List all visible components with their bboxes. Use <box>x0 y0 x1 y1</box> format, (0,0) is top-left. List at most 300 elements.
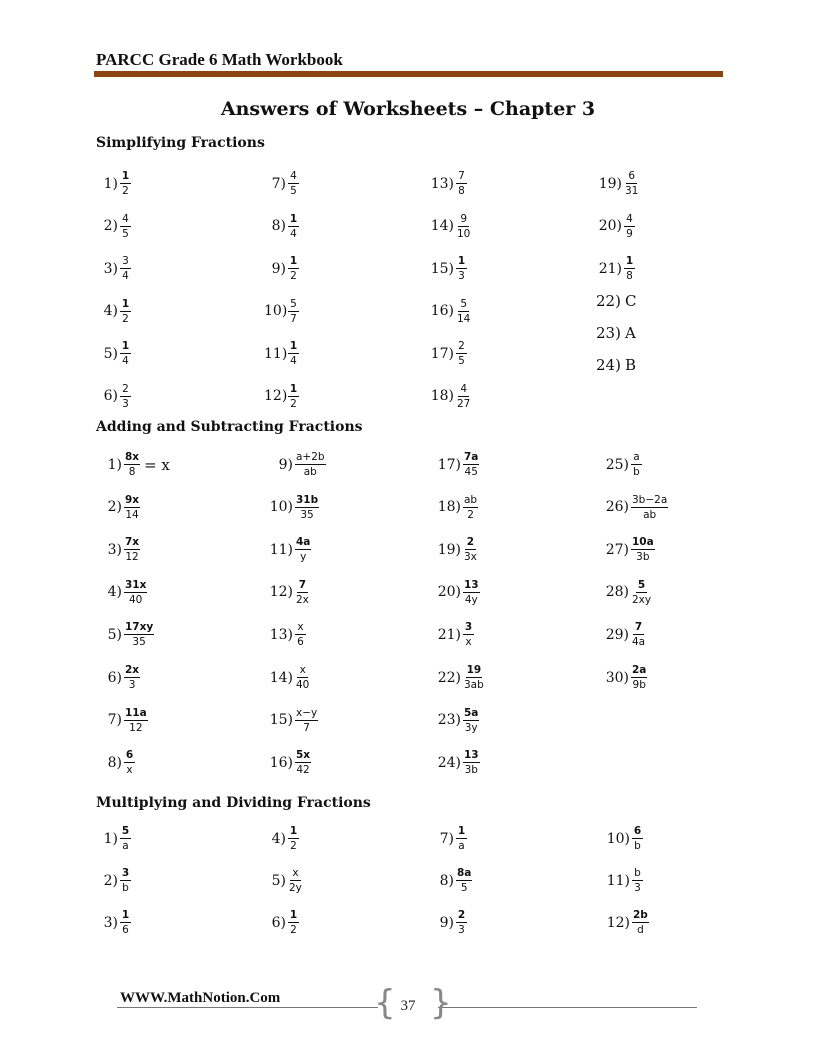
fraction-denominator: 2 <box>122 312 129 325</box>
fraction-denominator: 3ab <box>464 679 484 691</box>
fraction-numerator: 2 <box>120 383 131 397</box>
fraction-numerator: 2 <box>457 909 466 921</box>
answer-number: 25) <box>605 456 629 473</box>
fraction-denominator: 2x <box>296 593 309 606</box>
answer-number: 19) <box>598 175 622 192</box>
answer-item <box>434 451 479 478</box>
answer-number: 12) <box>264 388 288 404</box>
answer-item <box>266 579 310 606</box>
fraction-denominator: 10 <box>457 227 471 240</box>
answer-item <box>100 867 131 894</box>
answer-number: 7) <box>439 830 454 847</box>
fraction-numerator: 1 <box>121 909 130 921</box>
answer-item <box>100 664 140 691</box>
answer-item <box>434 494 478 521</box>
fraction-numerator: 1 <box>121 340 130 352</box>
answer-number: 4) <box>271 830 286 847</box>
answer-item <box>264 255 299 282</box>
fraction <box>120 298 131 325</box>
fraction <box>456 213 471 240</box>
answer-number: 7) <box>271 175 286 192</box>
answer-number: 5) <box>271 872 286 889</box>
answer-number: 23) <box>437 712 461 729</box>
fraction <box>124 664 140 691</box>
fraction-denominator: 14 <box>125 508 139 521</box>
fraction <box>463 579 480 606</box>
fraction-denominator: 4 <box>290 227 297 240</box>
fraction-denominator: 2 <box>290 924 297 936</box>
answer-item <box>100 749 135 776</box>
workbook-header: PARCC Grade 6 Math Workbook <box>96 50 343 69</box>
fraction <box>631 494 668 521</box>
fraction-denominator: x <box>465 636 472 649</box>
fraction-numerator: 1 <box>457 255 466 267</box>
fraction <box>463 664 485 691</box>
answer-item <box>602 909 649 936</box>
answer-item <box>596 292 636 310</box>
fraction-numerator: 11a <box>125 706 147 719</box>
fraction <box>124 621 154 648</box>
fraction-numerator: 5 <box>637 578 646 591</box>
fraction-numerator: 4 <box>120 213 131 227</box>
fraction-denominator: 12 <box>125 551 139 564</box>
answer-item <box>434 536 478 563</box>
fraction <box>288 340 299 367</box>
fraction-denominator: b <box>122 882 129 894</box>
fraction-numerator: 19 <box>466 664 482 676</box>
answer-number: 6) <box>103 388 118 404</box>
header-divider <box>94 71 723 77</box>
fraction-denominator: 9 <box>626 227 633 240</box>
fraction-denominator: 4a <box>632 636 646 649</box>
fraction-denominator: ab <box>643 508 657 521</box>
fraction-numerator: 3 <box>121 867 130 879</box>
answer-item <box>100 579 147 606</box>
answer-item <box>100 494 140 521</box>
fraction-numerator: 1 <box>625 255 634 267</box>
answer-item <box>428 213 471 240</box>
fraction-numerator: 6 <box>626 170 637 184</box>
fraction <box>295 494 319 521</box>
answer-number: 15) <box>430 260 454 277</box>
fraction-denominator: 27 <box>457 397 471 410</box>
answer-item <box>602 825 643 852</box>
answer-item <box>100 255 131 282</box>
fraction <box>463 707 479 734</box>
answer-item <box>434 867 472 894</box>
answer-number: 11) <box>269 541 293 558</box>
fraction-numerator: 1 <box>457 825 466 837</box>
answer-item <box>428 255 467 282</box>
fraction-numerator: 9x <box>125 493 140 506</box>
answer-number: 6) <box>107 669 122 686</box>
fraction-numerator: 5x <box>296 749 311 762</box>
fraction-numerator: 7 <box>456 170 467 184</box>
fraction-numerator: 31b <box>296 493 319 506</box>
fraction <box>295 707 318 734</box>
fraction-denominator: 3y <box>464 721 478 734</box>
fraction <box>456 298 471 325</box>
fraction <box>463 451 479 478</box>
fraction <box>120 213 131 240</box>
fraction-numerator: 1 <box>289 382 298 395</box>
fraction <box>456 340 467 367</box>
fraction <box>288 867 303 894</box>
fraction-numerator: 3 <box>464 621 473 634</box>
answer-number: 24) <box>437 754 461 771</box>
fraction-denominator: 3x <box>464 551 477 564</box>
fraction-denominator: 3 <box>122 397 129 410</box>
answer-number: 10) <box>606 830 630 847</box>
answer-item <box>100 536 140 563</box>
fraction <box>120 867 131 894</box>
answer-item <box>266 621 306 648</box>
fraction-numerator: 7x <box>125 536 140 549</box>
answer-item <box>266 664 310 691</box>
answer-number: 3) <box>103 260 118 277</box>
fraction <box>624 213 635 240</box>
fraction-denominator: 2 <box>467 508 474 521</box>
fraction-denominator: 3 <box>634 882 641 894</box>
fraction <box>120 383 131 410</box>
answer-number: 9) <box>439 914 454 931</box>
fraction-numerator: 5a <box>464 706 479 719</box>
answer-item <box>100 909 131 936</box>
fraction <box>120 170 131 197</box>
fraction <box>288 170 299 197</box>
fraction <box>120 340 131 367</box>
fraction-denominator: 3b <box>636 551 650 564</box>
answer-number: 17) <box>437 456 461 473</box>
answer-item <box>602 494 668 521</box>
fraction-denominator: 12 <box>129 721 143 734</box>
answer-number: 22) <box>437 669 461 686</box>
fraction-numerator: 17xy <box>125 621 154 634</box>
fraction-numerator: 1 <box>289 340 298 352</box>
answer-number: 9) <box>271 260 286 277</box>
answer-item <box>264 170 299 197</box>
answer-number: 15) <box>269 712 293 729</box>
answer-item <box>602 536 655 563</box>
fraction <box>120 909 131 936</box>
fraction-denominator: 40 <box>129 593 143 606</box>
answer-number: 9) <box>278 456 293 473</box>
fraction <box>631 579 652 606</box>
answer-number: 21) <box>437 626 461 643</box>
fraction-denominator: 5 <box>458 355 465 367</box>
fraction-denominator: 4 <box>290 355 297 367</box>
fraction <box>624 255 635 282</box>
fraction-numerator: 5 <box>458 298 469 312</box>
answer-item <box>266 867 303 894</box>
fraction-denominator: 2xy <box>632 593 652 606</box>
fraction-denominator: 45 <box>464 466 478 478</box>
fraction-numerator: 2x <box>125 664 140 676</box>
fraction-numerator: b <box>632 867 643 881</box>
fraction <box>124 579 147 606</box>
answer-item <box>264 340 299 367</box>
fraction-numerator: 1 <box>289 212 298 225</box>
answer-number: 14) <box>430 218 454 234</box>
fraction-numerator: a <box>631 451 642 465</box>
fraction-denominator: 2 <box>290 397 297 410</box>
fraction-denominator: y <box>300 551 307 564</box>
fraction-numerator: x <box>297 664 308 678</box>
answer-number: 11) <box>264 345 288 362</box>
answer-item <box>100 621 154 648</box>
fraction-denominator: x <box>126 764 133 777</box>
answer-number: 10) <box>264 303 288 319</box>
answer-item <box>434 579 480 606</box>
answer-item <box>596 213 635 240</box>
answer-item <box>596 170 639 197</box>
fraction <box>463 621 474 648</box>
fraction-numerator: 1 <box>289 825 298 837</box>
section-title-adding: Adding and Subtracting Fractions <box>96 419 363 435</box>
fraction-denominator: 4y <box>464 593 478 606</box>
answer-item <box>602 579 652 606</box>
answer-number: 17) <box>430 345 454 362</box>
answer-number: 30) <box>605 669 629 686</box>
answer-number: 20) <box>598 218 622 234</box>
fraction <box>456 909 467 936</box>
fraction-numerator: 7a <box>464 451 479 463</box>
answer-item <box>434 909 467 936</box>
fraction <box>288 383 299 410</box>
answer-item <box>266 494 319 521</box>
answer-number: 24) <box>596 356 621 374</box>
answer-item <box>264 298 299 325</box>
fraction-denominator: 4 <box>122 355 129 367</box>
fraction <box>295 579 310 606</box>
answer-letter: C <box>624 292 637 310</box>
answer-number: 18) <box>437 499 461 516</box>
fraction-denominator: 40 <box>296 679 310 691</box>
fraction <box>631 536 655 563</box>
answer-item <box>434 621 474 648</box>
answer-item <box>264 213 299 240</box>
answer-item <box>602 664 647 691</box>
answer-number: 3) <box>107 541 122 558</box>
fraction-numerator: 3b−2a <box>632 493 668 506</box>
fraction-denominator: 2 <box>122 185 129 197</box>
answer-number: 3) <box>103 914 118 931</box>
fraction-numerator: 10a <box>632 536 654 549</box>
answer-item <box>266 536 311 563</box>
fraction-numerator: 8a <box>457 867 472 879</box>
answer-item <box>100 451 170 478</box>
answer-tail: = x <box>144 455 170 474</box>
fraction <box>463 749 480 776</box>
fraction-numerator: 1 <box>289 909 298 921</box>
fraction-numerator: 13 <box>464 578 479 591</box>
fraction-numerator: 6 <box>125 749 134 762</box>
fraction-denominator: 2 <box>290 270 297 282</box>
fraction-numerator: 8x <box>125 451 140 463</box>
fraction-numerator: x <box>290 867 301 881</box>
answer-item <box>428 383 471 410</box>
fraction <box>124 451 140 478</box>
answer-letter: B <box>624 356 636 374</box>
fraction <box>124 707 148 734</box>
fraction-numerator: 31x <box>125 578 147 591</box>
fraction-numerator: x <box>295 621 306 635</box>
answer-number: 5) <box>103 345 118 362</box>
fraction-denominator: 6 <box>297 636 304 649</box>
section-title-multiplying: Multiplying and Dividing Fractions <box>96 795 371 811</box>
fraction <box>632 825 643 852</box>
answer-number: 11) <box>606 872 630 889</box>
answer-number: 13) <box>430 175 454 192</box>
answer-number: 1) <box>103 175 118 192</box>
fraction-numerator: 4 <box>624 213 635 227</box>
fraction-numerator: 2b <box>633 909 648 921</box>
fraction-numerator: 4 <box>288 170 299 184</box>
fraction <box>631 451 642 478</box>
fraction-numerator: 5 <box>121 825 130 837</box>
fraction <box>288 298 299 325</box>
fraction-denominator: 8 <box>626 270 633 282</box>
answer-item <box>266 451 326 478</box>
fraction <box>295 536 311 563</box>
fraction-denominator: 3b <box>464 764 478 777</box>
fraction <box>456 383 471 410</box>
fraction <box>456 867 472 894</box>
fraction-denominator: 7 <box>303 721 310 734</box>
answer-number: 18) <box>430 388 454 404</box>
answer-item <box>266 825 299 852</box>
fraction-denominator: 5 <box>290 185 297 197</box>
answer-number: 14) <box>269 669 293 686</box>
answer-number: 6) <box>271 914 286 931</box>
fraction-denominator: 7 <box>290 312 297 325</box>
fraction-numerator: 1 <box>121 170 130 182</box>
fraction <box>631 664 647 691</box>
fraction-numerator: 9 <box>458 213 469 227</box>
fraction-numerator: 7 <box>634 621 643 634</box>
fraction <box>124 494 140 521</box>
footer-url: WWW.MathNotion.Com <box>120 990 281 1006</box>
answer-number: 29) <box>605 626 629 643</box>
fraction-numerator: 2 <box>456 340 467 354</box>
fraction <box>632 867 643 894</box>
answer-number: 2) <box>103 218 118 234</box>
fraction-numerator: 1 <box>121 297 130 310</box>
answer-item <box>266 707 318 734</box>
answer-number: 13) <box>269 626 293 643</box>
answer-number: 23) <box>596 324 621 342</box>
fraction-denominator: 2 <box>290 840 297 852</box>
fraction-numerator: 4 <box>458 383 469 397</box>
fraction-numerator: 2a <box>632 664 647 676</box>
answer-number: 19) <box>437 541 461 558</box>
answer-item <box>100 383 131 410</box>
fraction-denominator: 8 <box>128 466 136 478</box>
answer-item <box>428 298 471 325</box>
fraction-denominator: 14 <box>457 312 471 325</box>
fraction-denominator: 42 <box>296 764 310 777</box>
fraction-denominator: 35 <box>132 636 146 649</box>
answer-number: 16) <box>430 303 454 319</box>
fraction-denominator: 9b <box>632 679 646 691</box>
fraction <box>288 213 299 240</box>
answer-number: 2) <box>107 499 122 516</box>
answer-number: 27) <box>605 541 629 558</box>
fraction-numerator: 3 <box>120 255 131 269</box>
fraction-denominator: 5 <box>122 227 129 240</box>
answer-number: 12) <box>269 584 293 601</box>
fraction-numerator: 1 <box>289 255 298 267</box>
fraction <box>120 825 131 852</box>
answer-number: 8) <box>271 218 286 234</box>
answer-item <box>434 749 480 776</box>
answer-item <box>596 255 635 282</box>
fraction-numerator: a+2b <box>296 451 325 463</box>
fraction-denominator: b <box>633 466 640 478</box>
fraction <box>124 749 135 776</box>
answer-number: 28) <box>605 584 629 601</box>
answer-item <box>434 825 467 852</box>
fraction <box>288 825 299 852</box>
answer-number: 8) <box>439 872 454 889</box>
answer-number: 8) <box>107 754 122 771</box>
fraction-numerator: 6 <box>633 825 642 837</box>
answer-number: 4) <box>103 303 118 319</box>
answer-item <box>100 170 131 197</box>
answer-item <box>428 170 467 197</box>
fraction-denominator: b <box>634 840 641 852</box>
answer-item <box>434 707 479 734</box>
answer-item <box>428 340 467 367</box>
fraction <box>631 621 646 648</box>
answer-number: 7) <box>107 712 122 729</box>
fraction-numerator: 4a <box>296 536 311 549</box>
fraction <box>456 255 467 282</box>
section-title-simplifying: Simplifying Fractions <box>96 135 265 151</box>
right-brace-icon: } <box>430 983 452 1023</box>
fraction-denominator: 4 <box>122 270 129 282</box>
fraction-denominator: 2y <box>289 882 302 894</box>
answer-item <box>596 324 636 342</box>
fraction-denominator: a <box>458 840 465 852</box>
answer-number: 26) <box>605 499 629 516</box>
fraction-denominator: ab <box>303 466 317 478</box>
fraction <box>288 909 299 936</box>
fraction <box>456 170 467 197</box>
answer-number: 2) <box>103 872 118 889</box>
answer-item <box>596 356 636 374</box>
answer-number: 12) <box>606 914 630 931</box>
fraction <box>632 909 649 936</box>
fraction-numerator: 13 <box>464 749 479 762</box>
fraction-denominator: 3 <box>128 679 136 691</box>
answer-item <box>266 749 311 776</box>
fraction <box>124 536 140 563</box>
fraction <box>295 749 311 776</box>
fraction-denominator: 3 <box>458 924 465 936</box>
fraction-numerator: x−y <box>296 706 318 719</box>
answer-item <box>434 664 485 691</box>
answer-letter: A <box>624 324 636 342</box>
fraction-numerator: ab <box>464 493 478 506</box>
answer-item <box>602 451 642 478</box>
answer-number: 10) <box>269 499 293 516</box>
fraction <box>463 494 478 521</box>
page-number: 37 <box>400 998 416 1014</box>
answer-item <box>100 707 148 734</box>
fraction <box>463 536 478 563</box>
fraction <box>295 621 306 648</box>
